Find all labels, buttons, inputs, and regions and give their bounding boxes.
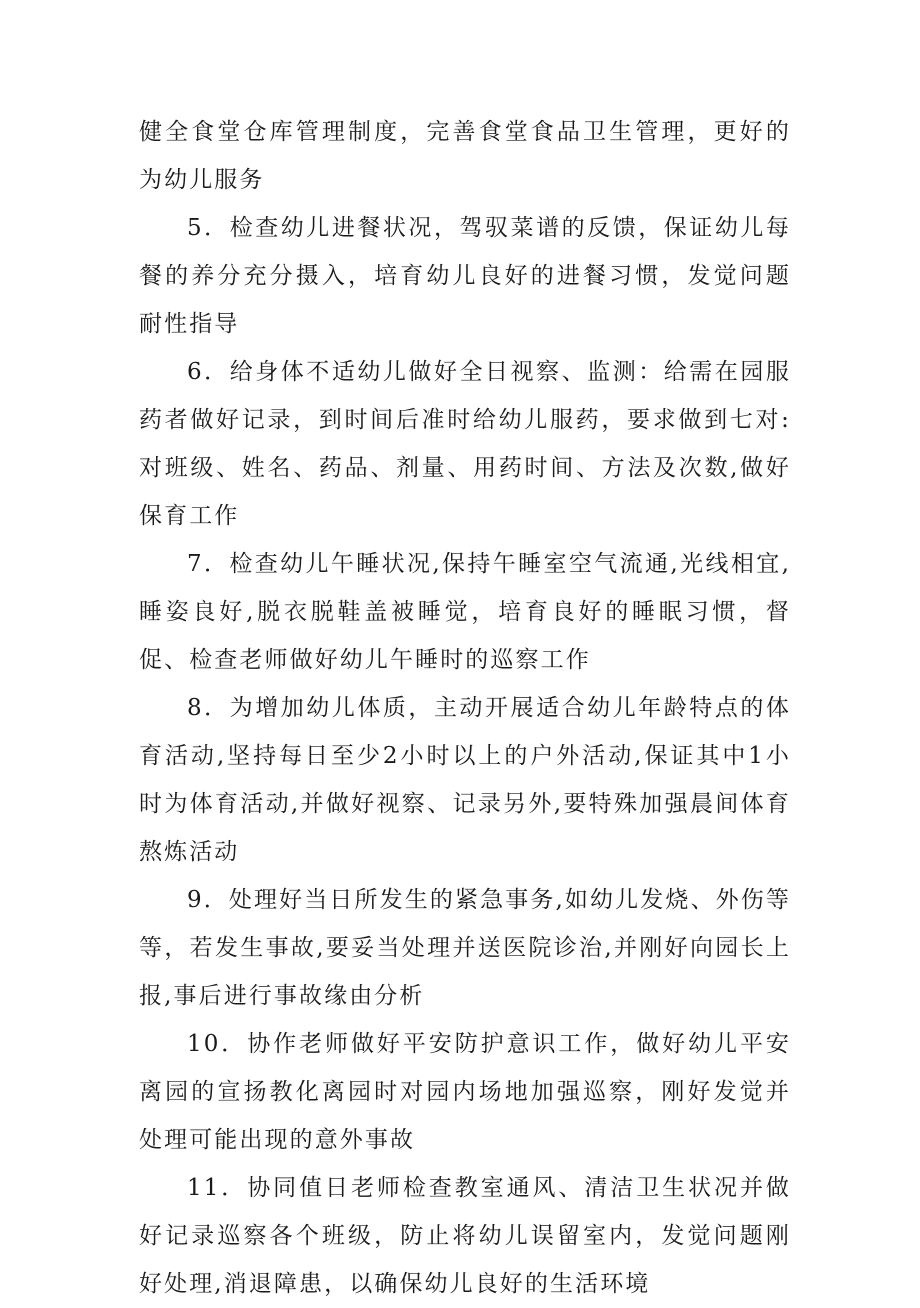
document-body bbox=[139, 108, 791, 1308]
paragraph-item-7: 7．检查幼儿午睡状况,保持午睡室空气流通,光线相宜,睡姿良好,脱衣脱鞋盖被睡觉，培育良好的睡眠习惯，督促、检查老师做好幼儿午睡时的巡察工作 bbox=[139, 551, 791, 673]
paragraph-item-5: 5．检查幼儿进餐状况，驾驭菜谱的反馈，保证幼儿每餐的养分充分摄入，培育幼儿良好的进餐习惯，发觉问题耐性指导 bbox=[139, 215, 791, 337]
paragraph-item-11: 11．协同值日老师检查教室通风、清洁卫生状况并做好记录巡察各个班级，防止将幼儿误留室内，发觉问题刚好处理,消退障患，以确保幼儿良好的生活环境 bbox=[139, 1175, 791, 1297]
paragraph-continuation: 健全食堂仓库管理制度，完善食堂食品卫生管理，更好的为幼儿服务 bbox=[139, 119, 791, 193]
paragraph-item-9: 9．处理好当日所发生的紧急事务,如幼儿发烧、外伤等等，若发生事故,要妥当处理并送医院诊治,并刚好向园长上报,事后进行事故缘由分析 bbox=[139, 887, 791, 1009]
paragraph-item-10: 10．协作老师做好平安防护意识工作，做好幼儿平安离园的宣扬教化离园时对园内场地加强巡察，刚好发觉并处理可能出现的意外事故 bbox=[139, 1031, 791, 1153]
paragraph-item-6: 6．给身体不适幼儿做好全日视察、监测：给需在园服药者做好记录，到时间后准时给幼儿服药，要求做到七对:对班级、姓名、药品、剂量、用药时间、方法及次数,做好保育工作 bbox=[139, 359, 791, 529]
paragraph-item-8: 8．为增加幼儿体质，主动开展适合幼儿年龄特点的体育活动,坚持每日至少2小时以上的户外活动,保证其中1小时为体育活动,并做好视察、记录另外,要特殊加强晨间体育熬炼活动 bbox=[139, 695, 791, 865]
